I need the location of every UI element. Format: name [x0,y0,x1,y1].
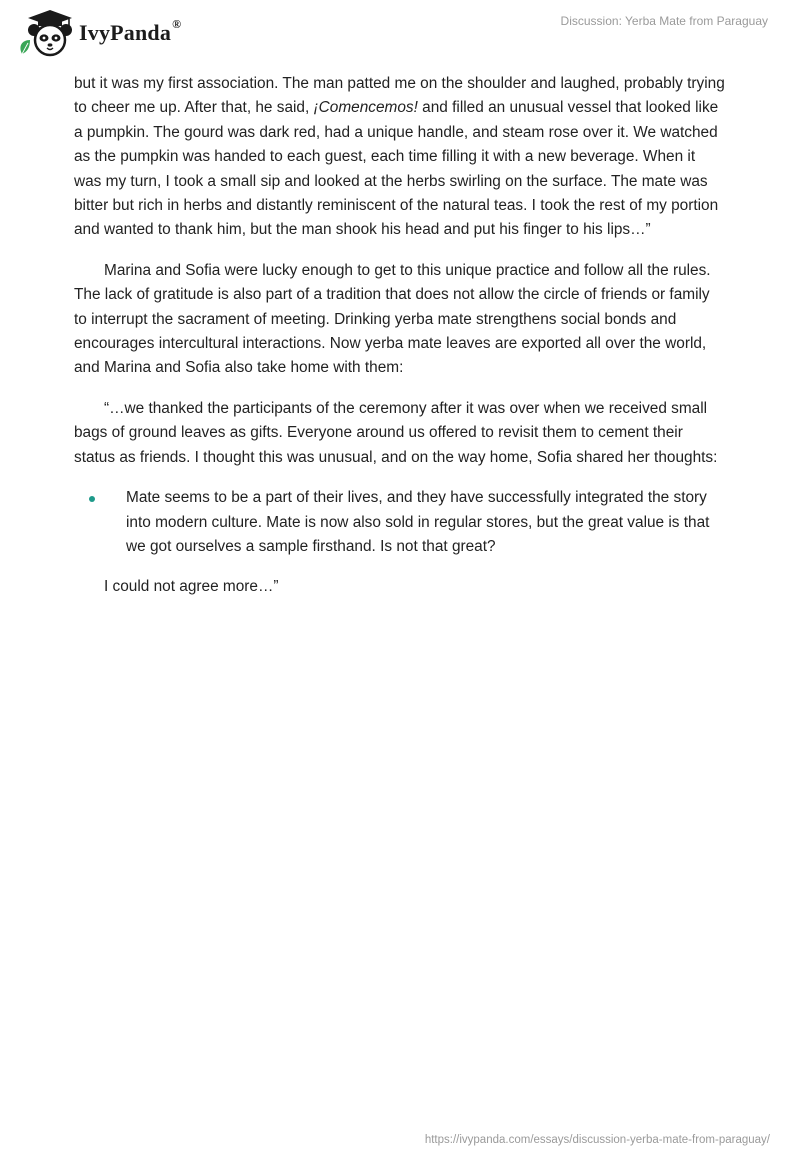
list-item [74,486,726,559]
brand-name-text: IvyPanda [79,20,172,45]
source-url-link[interactable]: https://ivypanda.com/essays/discussion-yerba-mate-from-paraguay/ [424,1134,770,1146]
essay-content [74,72,726,616]
bullet-list [74,486,726,559]
closing-line: I could not agree more…” [104,578,279,596]
paragraph-1-end: and filled an unusual vessel that looked like a pumpkin. The gourd was dark red, had a unique handle, and steam rose over it. We watched as the pumpkin was handed to each guest, each time filling it with a new beverage. When it was my turn, I took a small sip and looked at the herbs swirling on the surface. The mate was bitter but rich in herbs and distantly reminiscent of the natural teas. I took the rest of my portion and wanted to thank him, but the man shook his head and put his finger to his lips…” [74,99,719,239]
panda-graduate-logo-icon [14,8,76,58]
ivypanda-logo-link[interactable] [14,8,76,58]
page-header [0,0,800,70]
list-item-text: Mate seems to be a part of their lives, and they have successfully integrated the story into modern culture. Mate is now also sold in regular stores, but the great value is that we got ourselves a sample firsthand. Is not that great? [126,489,710,555]
paragraph-2: Marina and Sofia were lucky enough to get to this unique practice and follow all the rules. The lack of gratitude is also part of a tradition that does not allow the circle of friends or family to interrupt the sacrament of meeting. Drinking yerba mate strengthens social bonds and encourages intercultural interactions. Now yerba mate leaves are exported all over the world, and Marina and Sofia also take home with them: [74,261,711,377]
bullet-dot-icon [89,496,95,502]
paragraph-1-start: but it was my first association. The man patted me on the shoulder and laughed, probably trying to cheer me up. After that, he said, [74,75,725,117]
brand-name [79,16,182,46]
page-title: Discussion: Yerba Mate from Paraguay [560,14,768,28]
paragraph-3: “…we thanked the participants of the ceremony after it was over when we received small bags of ground leaves as gifts. Everyone around us offered to revisit them to cement their status as friends. I thought this was unusual, and on the way home, Sofia shared her thoughts: [74,399,718,466]
paragraph-1-italic-phrase: ¡Comencemos! [313,99,418,117]
paragraph-1 [74,72,726,243]
registered-mark: ® [172,16,182,31]
